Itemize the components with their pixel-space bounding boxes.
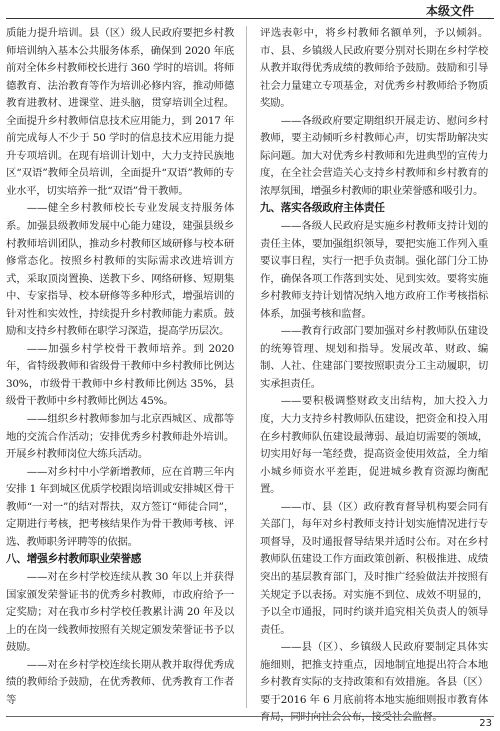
paragraph: ——加强乡村学校骨干教师培养。到 2020 年，省特级教师和省级骨干教师中乡村教师比例达30%，市级骨干教师中乡村教师比例达 35%，县级骨干教师中乡村教师比例达 45%。: [6, 342, 234, 408]
paragraph: ——教育行政部门要加强对乡村教师队伍建设的统筹管理、规划和指导。发展改革、财政、编制、人社、住建部门要按照职责分工主动履职，切实承担责任。: [260, 325, 488, 390]
paragraph: ——要积极调整财政支出结构，加大投入力度，大力支持乡村教师队伍建设，把资金和投入用在乡村教师队伍建设最薄弱、最迫切需要的领域，切实用好每一笔经费，提高资金使用效益，全力缩小城乡师资水平差距，促进城乡教育资源均衡配置。: [260, 395, 488, 496]
paragraph: 质能力提升培训。县（区）级人民政府要把乡村教师培训纳入基本公共服务体系，确保到 2020 年底前对全体乡村教师校长进行 360 学时的培训。将师德教育、法治教育等作为培训必修内容，推动师德教育进教材、进课堂、进头脑，贯穿培训全过程。全面提升乡村教师信息技术应用能力，到 2017 年前完成每人不少于 50 学时的信息技术应用能力提升专项培训。在现有培训计划中，大力支持民族地区“双语”教师全员培训，全面提升“双语”教师的专业水平，切实培养一批“双语”骨干教师。: [6, 27, 234, 197]
header-rule: [6, 18, 494, 19]
paragraph: ——市、县（区）政府教育督导机构要会同有关部门，每年对乡村教师支持计划实施情况进行专项督导，及时通报督导结果并适时公布。对在乡村教师队伍建设工作方面政策创新、积极推进、成绩突出的基层教育部门，及时推广经验做法并按照有关规定予以表扬。对实施不到位、成效不明显的，予以全市通报，同时约谈并追究相关负责人的领导责任。: [260, 500, 488, 636]
column-divider: [246, 26, 247, 708]
paragraph: ——对在乡村学校连续从教 30 年以上并获得国家颁发荣誉证书的优秀乡村教师，市政府给予一定奖励；对在我市乡村学校任教累计满 20 年及以上的在岗一线教师按照有关规定颁发荣誉证书予以鼓励。: [6, 570, 234, 654]
page-number: 23: [479, 718, 492, 729]
paragraph: ——县（区）、乡镇级人民政府要制定具体实施细则，把推支持重点，因地制宜地提出符合本地乡村教育实际的支持政策和有效措施。各县（区）要于2016 年 6 月底前将本地实施细则报市教育体育局，同时向社会公布，接受社会监督。: [260, 641, 488, 724]
page-header: [0, 0, 500, 20]
paragraph: ——各级政府要定期组织开展走访、慰问乡村教师，要主动倾听乡村教师心声，切实帮助解决实际问题。加大对优秀乡村教师和先进典型的宣传力度，在全社会营造关心支持乡村教师和乡村教育的浓厚氛围，增强乡村教师的职业荣誉感和吸引力。: [260, 114, 488, 197]
section-title: 本级文件: [425, 4, 474, 18]
right-column: [260, 25, 488, 727]
paragraph: ——对在乡村学校连续长期从教并取得优秀成绩的教师给予鼓励，在优秀教师、优秀教育工作者等: [6, 658, 234, 706]
paragraph: ——健全乡村教师校长专业发展支持服务体系。加强县级教师发展中心能力建设，建强县级乡村教师培训团队，推动乡村教师区域研修与校本研修常态化。按照乡村教师的实际需求改进培训方式，采取顶岗置换、送教下乡、网络研修、短期集中、专家指导、校本研修等多种形式，增强培训的针对性和实效性，持续提升乡村教师能力素质。鼓励和支持乡村教师在职学习深造，提高学历层次。: [6, 202, 234, 338]
paragraph: 评选表彰中，将乡村教师名额单列，予以倾斜。市、县、乡镇级人民政府要分别对长期在乡村学校从教并取得优秀成绩的教师给予鼓励。鼓励和引导社会力量建立专项基金，对优秀乡村教师给予物质奖励。: [260, 27, 488, 110]
paragraph: ——各级人民政府是实施乡村教师支持计划的责任主体，要加强组织领导，要把实施工作列入重要议事日程，实行一把手负责制。强化部门分工协作，确保各项工作落到实处、见到实效。要将实施乡村教师支持计划情况纳入地方政府工作考核指标体系，加强考核和监督。: [260, 220, 488, 320]
paragraph: ——对乡村中小学新增教师，应在首聘三年内安排 1 年到城区优质学校跟岗培训或安排城区骨干教师“一对一”的结对帮扶，双方签订“师徒合同”，定期进行考核，把考核结果作为骨干教师考核、评选、教师职务评聘等的依据。: [6, 465, 234, 548]
section-heading: 八、增强乡村教师职业荣誉感: [6, 553, 142, 566]
left-column: [6, 25, 234, 709]
footer-rule: [6, 716, 494, 717]
section-heading: 九、落实各级政府主体责任: [260, 202, 385, 215]
paragraph: ——组织乡村教师参加与北京西城区、成都等地的交流合作活动；安排优秀乡村教师赴外培训。开展乡村教师岗位大练兵活动。: [6, 413, 234, 461]
